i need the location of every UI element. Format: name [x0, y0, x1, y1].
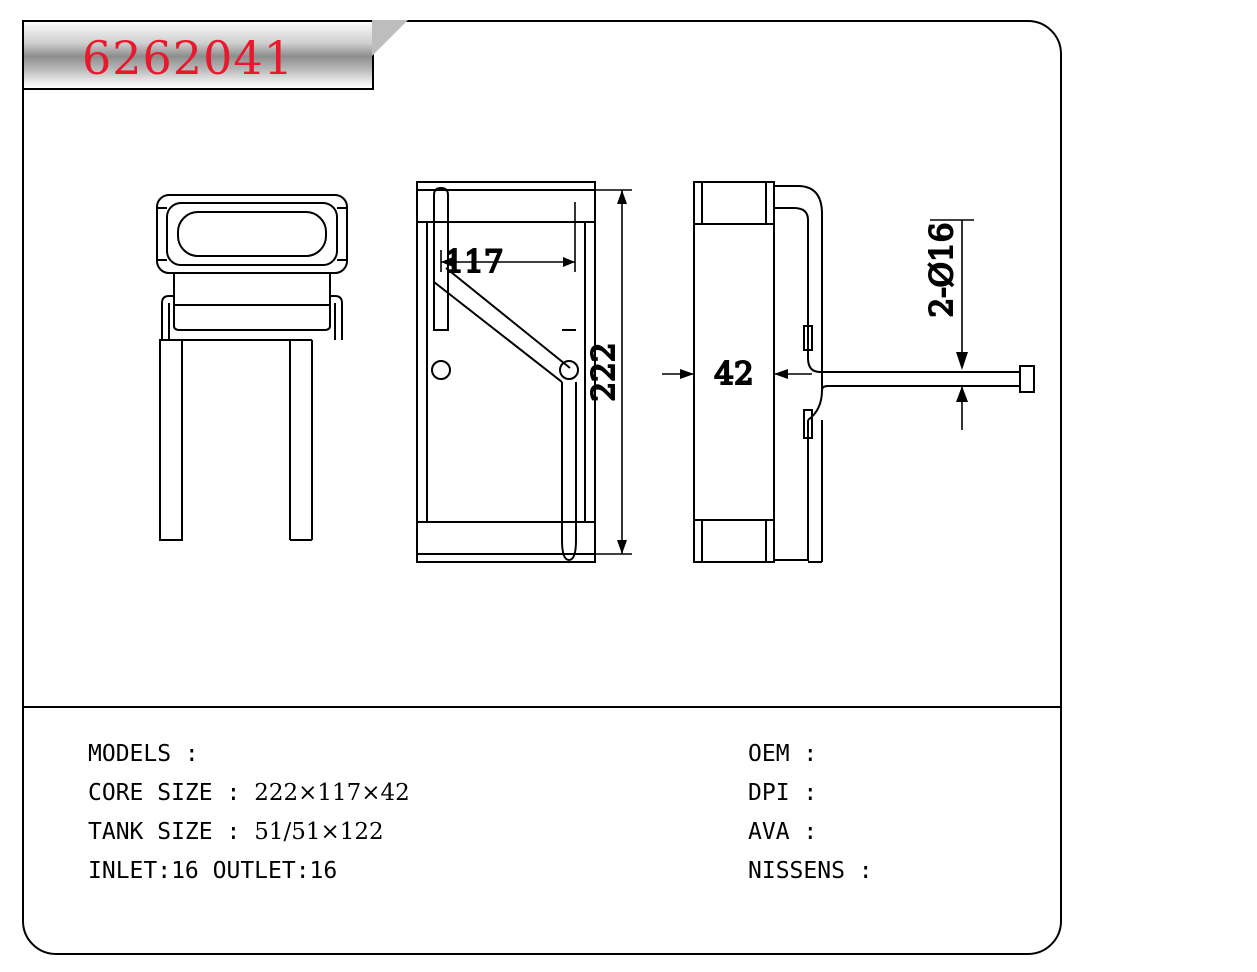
view-top	[157, 195, 347, 540]
info-value: 222×117×42	[254, 780, 410, 806]
info-label: MODELS :	[88, 741, 199, 767]
dim-label-222: 222	[586, 342, 622, 402]
info-label: NISSENS :	[748, 858, 873, 884]
info-row	[88, 735, 688, 774]
info-row	[748, 852, 1048, 891]
info-row	[748, 735, 1048, 774]
info-row	[88, 774, 688, 813]
dim-label-117: 117	[444, 244, 504, 280]
part-number: 6262041	[82, 31, 294, 85]
info-column-right	[748, 735, 1048, 891]
info-label: TANK SIZE :	[88, 819, 241, 845]
dim-label-ports: 2-Ø16	[924, 222, 960, 318]
info-row	[748, 813, 1048, 852]
technical-drawing	[22, 90, 1062, 706]
info-label: INLET:16 OUTLET:16	[88, 858, 338, 884]
info-separator	[22, 706, 1062, 708]
info-column-left	[88, 735, 688, 891]
info-value: 51/51×122	[254, 819, 384, 845]
info-label: CORE SIZE :	[88, 780, 241, 806]
info-row	[748, 774, 1048, 813]
view-front	[417, 182, 595, 562]
info-label: OEM :	[748, 741, 818, 767]
banner-corner-fold	[372, 20, 408, 56]
dim-label-42: 42	[714, 356, 754, 392]
info-row	[88, 852, 688, 891]
info-label: DPI :	[748, 780, 818, 806]
title-banner	[22, 20, 374, 90]
info-label: AVA :	[748, 819, 818, 845]
info-row	[88, 813, 688, 852]
